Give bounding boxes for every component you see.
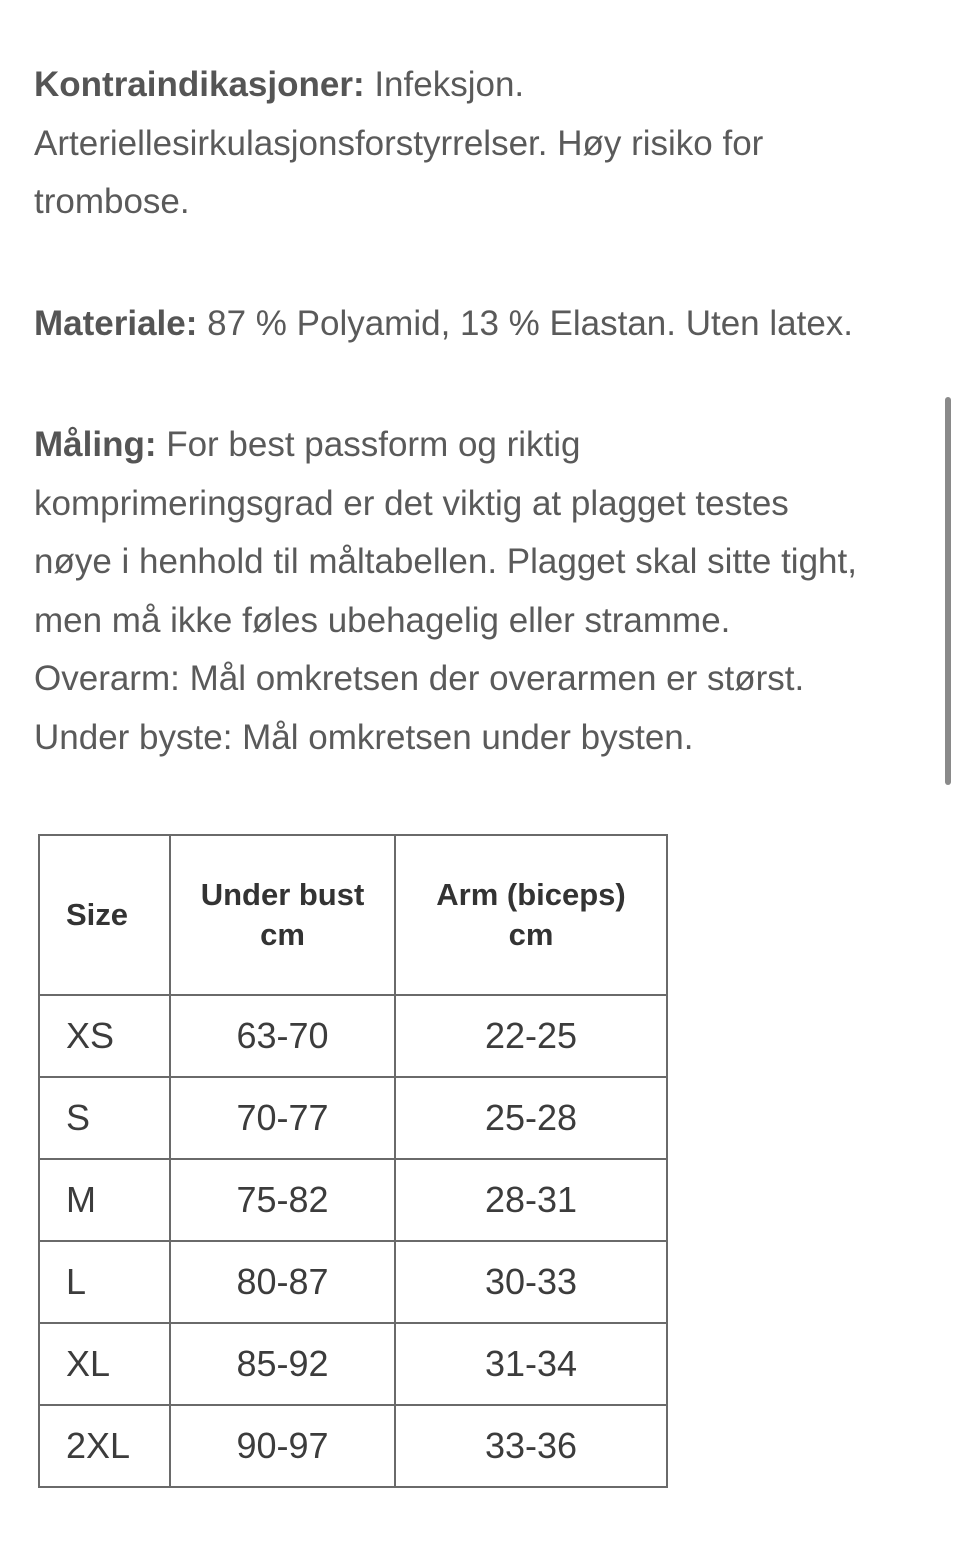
cell-arm: 22-25: [395, 995, 667, 1077]
table-row: [39, 1241, 667, 1323]
cell-size: M: [39, 1159, 170, 1241]
cell-under-bust: 90-97: [170, 1405, 395, 1487]
material-label: Materiale:: [34, 303, 198, 343]
measuring-text-3: nøye i henhold til måltabellen. Plagget skal sitte tight,: [34, 542, 857, 581]
measuring-text-1: For best passform og riktig: [156, 425, 581, 464]
measuring-text-5: Overarm: Mål omkretsen der overarmen er størst.: [34, 659, 805, 698]
table-row: [39, 1077, 667, 1159]
material-paragraph: [34, 295, 934, 354]
size-chart-table: [38, 834, 668, 1488]
cell-under-bust: 75-82: [170, 1159, 395, 1241]
table-row: [39, 995, 667, 1077]
measuring-label: Måling:: [34, 425, 157, 464]
cell-under-bust: 80-87: [170, 1241, 395, 1323]
cell-arm: 28-31: [395, 1159, 667, 1241]
cell-size: XL: [39, 1323, 170, 1405]
table-row: [39, 1405, 667, 1487]
cell-under-bust: 70-77: [170, 1077, 395, 1159]
cell-arm: 25-28: [395, 1077, 667, 1159]
scrollbar-thumb[interactable]: [945, 397, 951, 785]
table-row: [39, 1159, 667, 1241]
table-header-row: [39, 835, 667, 995]
measuring-text-2: komprimeringsgrad er det viktig at plagget testes: [34, 483, 789, 523]
header-arm: Arm (biceps) cm: [395, 835, 667, 995]
cell-arm: 30-33: [395, 1241, 667, 1323]
contraindications-text-1: Infeksjon.: [364, 65, 525, 104]
header-size: Size: [39, 835, 170, 995]
contraindications-text-2: Arteriellesirkulasjonsforstyrrelser. Høy risiko for: [34, 123, 764, 163]
measuring-text-4: men må ikke føles ubehagelig eller stramme.: [34, 600, 731, 640]
contraindications-paragraph: [34, 56, 934, 232]
cell-size: XS: [39, 995, 170, 1077]
cell-size: S: [39, 1077, 170, 1159]
cell-size: L: [39, 1241, 170, 1323]
contraindications-label: Kontraindikasjoner:: [34, 65, 365, 104]
measuring-text-6: Under byste: Mål omkretsen under bysten.: [34, 717, 694, 757]
cell-arm: 31-34: [395, 1323, 667, 1405]
cell-arm: 33-36: [395, 1405, 667, 1487]
cell-under-bust: 85-92: [170, 1323, 395, 1405]
material-text: 87 % Polyamid, 13 % Elastan. Uten latex.: [197, 303, 854, 343]
table-row: [39, 1323, 667, 1405]
header-under-bust: Under bust cm: [170, 835, 395, 995]
cell-under-bust: 63-70: [170, 995, 395, 1077]
measuring-paragraph: [34, 416, 934, 767]
cell-size: 2XL: [39, 1405, 170, 1487]
contraindications-text-3: trombose.: [34, 182, 190, 221]
product-description: [34, 56, 934, 767]
